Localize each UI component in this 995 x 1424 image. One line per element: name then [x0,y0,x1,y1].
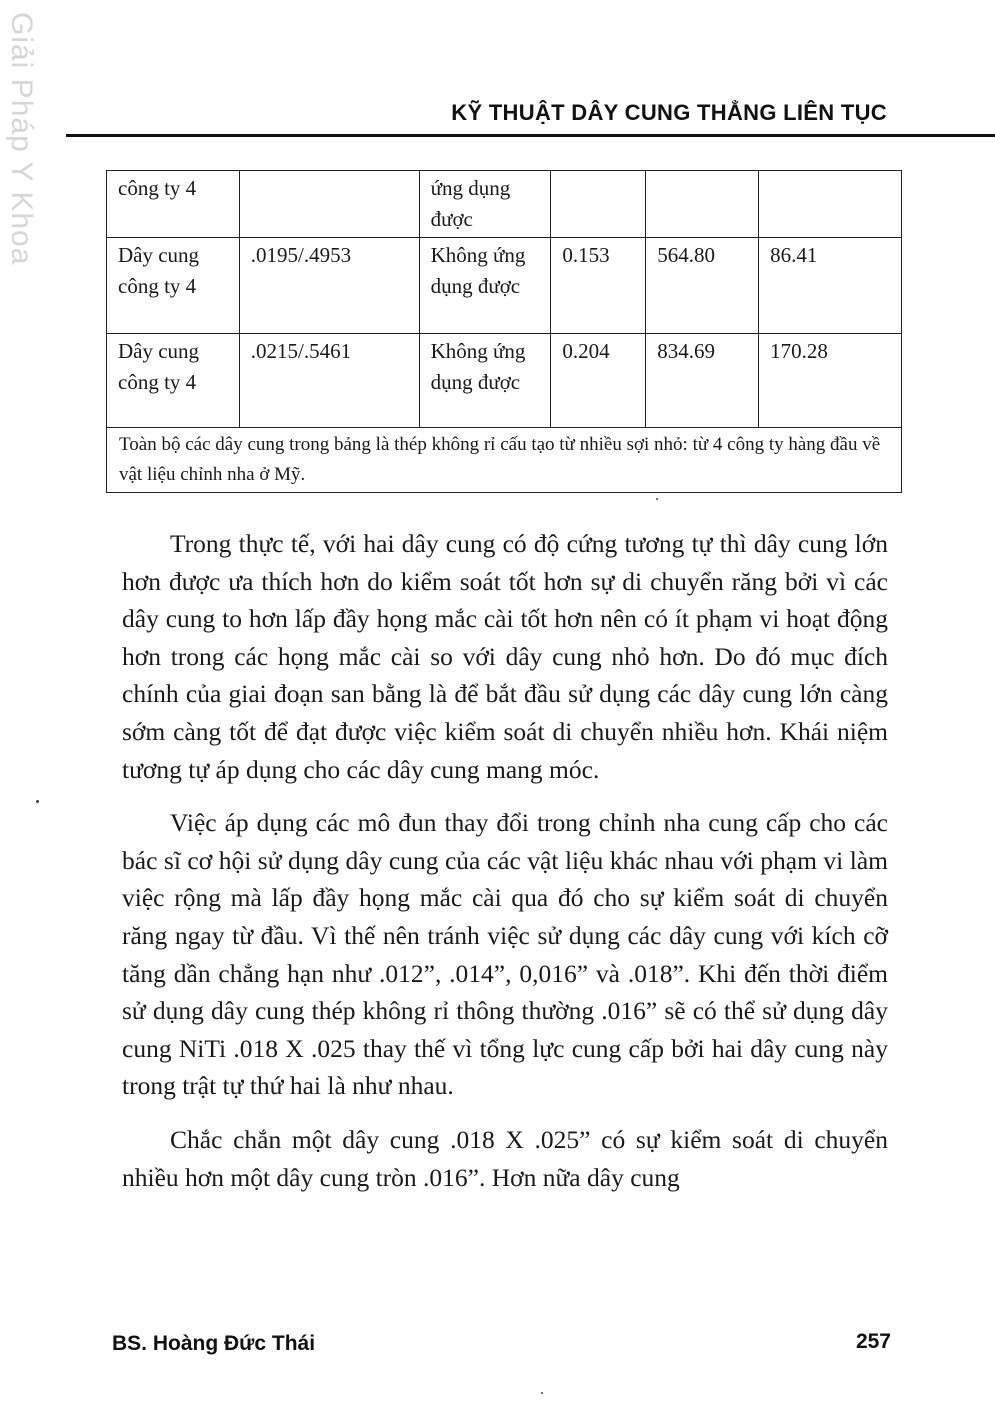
table-cell: Không ứng dụng được [419,238,551,334]
table-row [107,171,902,238]
paragraph: Việc áp dụng các mô đun thay đổi trong chỉnh nha cung cấp cho các bác sĩ cơ hội sử dụng dây cung của các vật liệu khác nhau với phạm vi làm việc rộng mà lấp đầy họng mắc cài qua đó cho sự kiểm soát di chuyển răng ngay từ đầu. Vì thế nên tránh việc sử dụng các dây cung với kích cỡ tăng dần chẳng hạn như .012”, .014”, 0,016” và .018”. Khi đến thời điểm sử dụng dây cung thép không rỉ thông thường .016” sẽ có thể sử dụng dây cung NiTi .018 X .025 thay thế vì tổng lực cung cấp bởi hai dây cung này trong trật tự thứ hai là như nhau. [122,808,888,1101]
table-footnote-row [107,428,902,493]
body-text [122,525,888,1212]
table-cell [239,171,419,238]
table-cell: 564.80 [646,238,759,334]
table-cell: .0215/.5461 [239,334,419,428]
table-cell: ứng dụng được [419,171,551,238]
table-cell [551,171,646,238]
table-cell: 170.28 [759,334,902,428]
table-cell: Dây cung công ty 4 [107,334,240,428]
table-row [107,238,902,334]
paragraph: Trong thực tế, với hai dây cung có độ cứng tương tự thì dây cung lớn hơn được ưa thích hơn do kiểm soát tốt hơn sự di chuyển răng bởi vì các dây cung to hơn lấp đầy họng mắc cài tốt hơn nên có ít phạm vi hoạt động hơn trong các họng mắc cài so với dây cung nhỏ hơn. Do đó mục đích chính của giai đoạn san bằng là để bắt đầu sử dụng các dây cung lớn càng sớm càng tốt để đạt được việc kiểm soát di chuyển nhiều hơn. Khái niệm tương tự áp dụng cho các dây cung mang móc. [122,529,888,784]
header-rule [66,134,995,137]
paragraph: Chắc chắn một dây cung .018 X .025” có sự kiểm soát di chuyển nhiều hơn một dây cung tròn .016”. Hơn nữa dây cung [122,1124,888,1192]
scan-speck [656,498,658,500]
table-cell: 86.41 [759,238,902,334]
table-row [107,334,902,428]
table-cell [759,171,902,238]
table-cell: 0.204 [551,334,646,428]
archwire-table [106,170,902,493]
table-cell: công ty 4 [107,171,240,238]
page-number: 257 [855,1330,891,1353]
watermark-text: Giải Pháp Y Khoa [5,12,38,266]
table-footnote: Toàn bộ các dây cung trong bảng là thép không rỉ cấu tạo từ nhiều sợi nhỏ: từ 4 công ty hàng đầu về vật liệu chỉnh nha ở Mỹ. [107,428,902,493]
footer-author: BS. Hoàng Đức Thái [112,1332,316,1355]
table-cell: Dây cung công ty 4 [107,238,240,334]
scan-speck [36,800,39,803]
table-cell: Không ứng dụng được [419,334,551,428]
table-cell: .0195/.4953 [239,238,419,334]
table-cell [646,171,759,238]
scan-speck [541,1392,543,1394]
table-cell: 834.69 [646,334,759,428]
table-cell: 0.153 [551,238,646,334]
running-title: KỸ THUẬT DÂY CUNG THẲNG LIÊN TỤC [451,100,887,125]
